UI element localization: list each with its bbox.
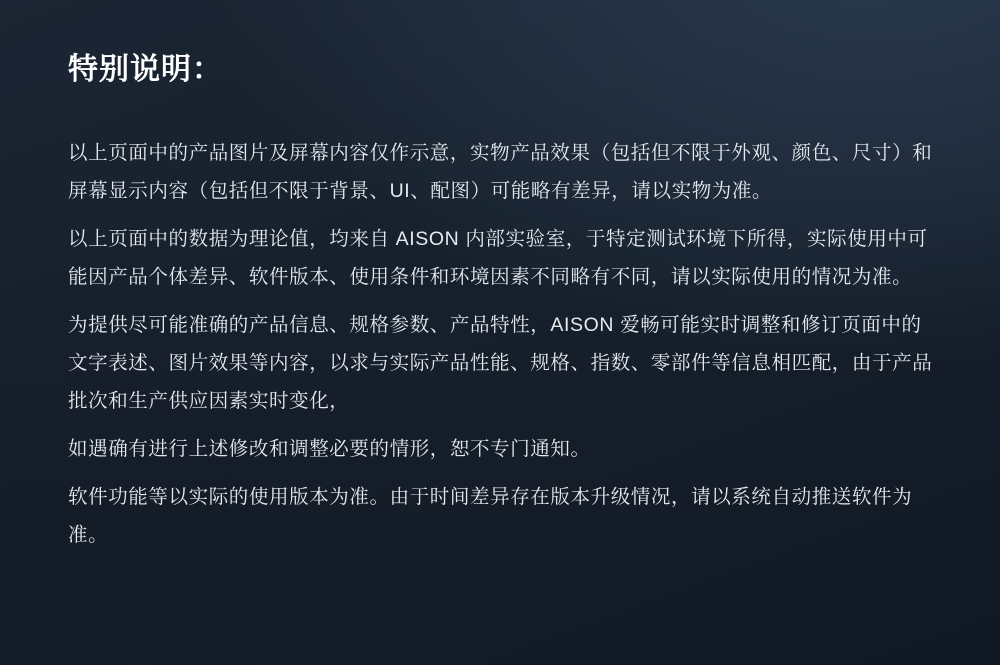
page-title: 特别说明： [68, 53, 223, 86]
disclaimer-paragraph: 软件功能等以实际的使用版本为准。由于时间差异存在版本升级情况，请以系统自动推送软件为准。 [68, 486, 913, 547]
disclaimer-paragraph: 如遇确有进行上述修改和调整必要的情形，恕不专门通知。 [68, 438, 591, 461]
disclaimer-paragraphs [68, 134, 940, 554]
disclaimer-paragraph: 为提供尽可能准确的产品信息、规格参数、产品特性，AISON 爱畅可能实时调整和修订页面中的文字表述、图片效果等内容，以求与实际产品性能、规格、指数、零部件等信息相匹配，由于产品批次和生产供应因素实时变化， [68, 314, 933, 413]
disclaimer-paragraph: 以上页面中的产品图片及屏幕内容仅作示意，实物产品效果（包括但不限于外观、颜色、尺寸）和屏幕显示内容（包括但不限于背景、UI、配图）可能略有差异，请以实物为准。 [68, 142, 933, 203]
disclaimer-paragraph: 以上页面中的数据为理论值，均来自 AISON 内部实验室，于特定测试环境下所得，实际使用中可能因产品个体差异、软件版本、使用条件和环境因素不同略有不同，请以实际使用的情况为准。 [68, 228, 928, 289]
